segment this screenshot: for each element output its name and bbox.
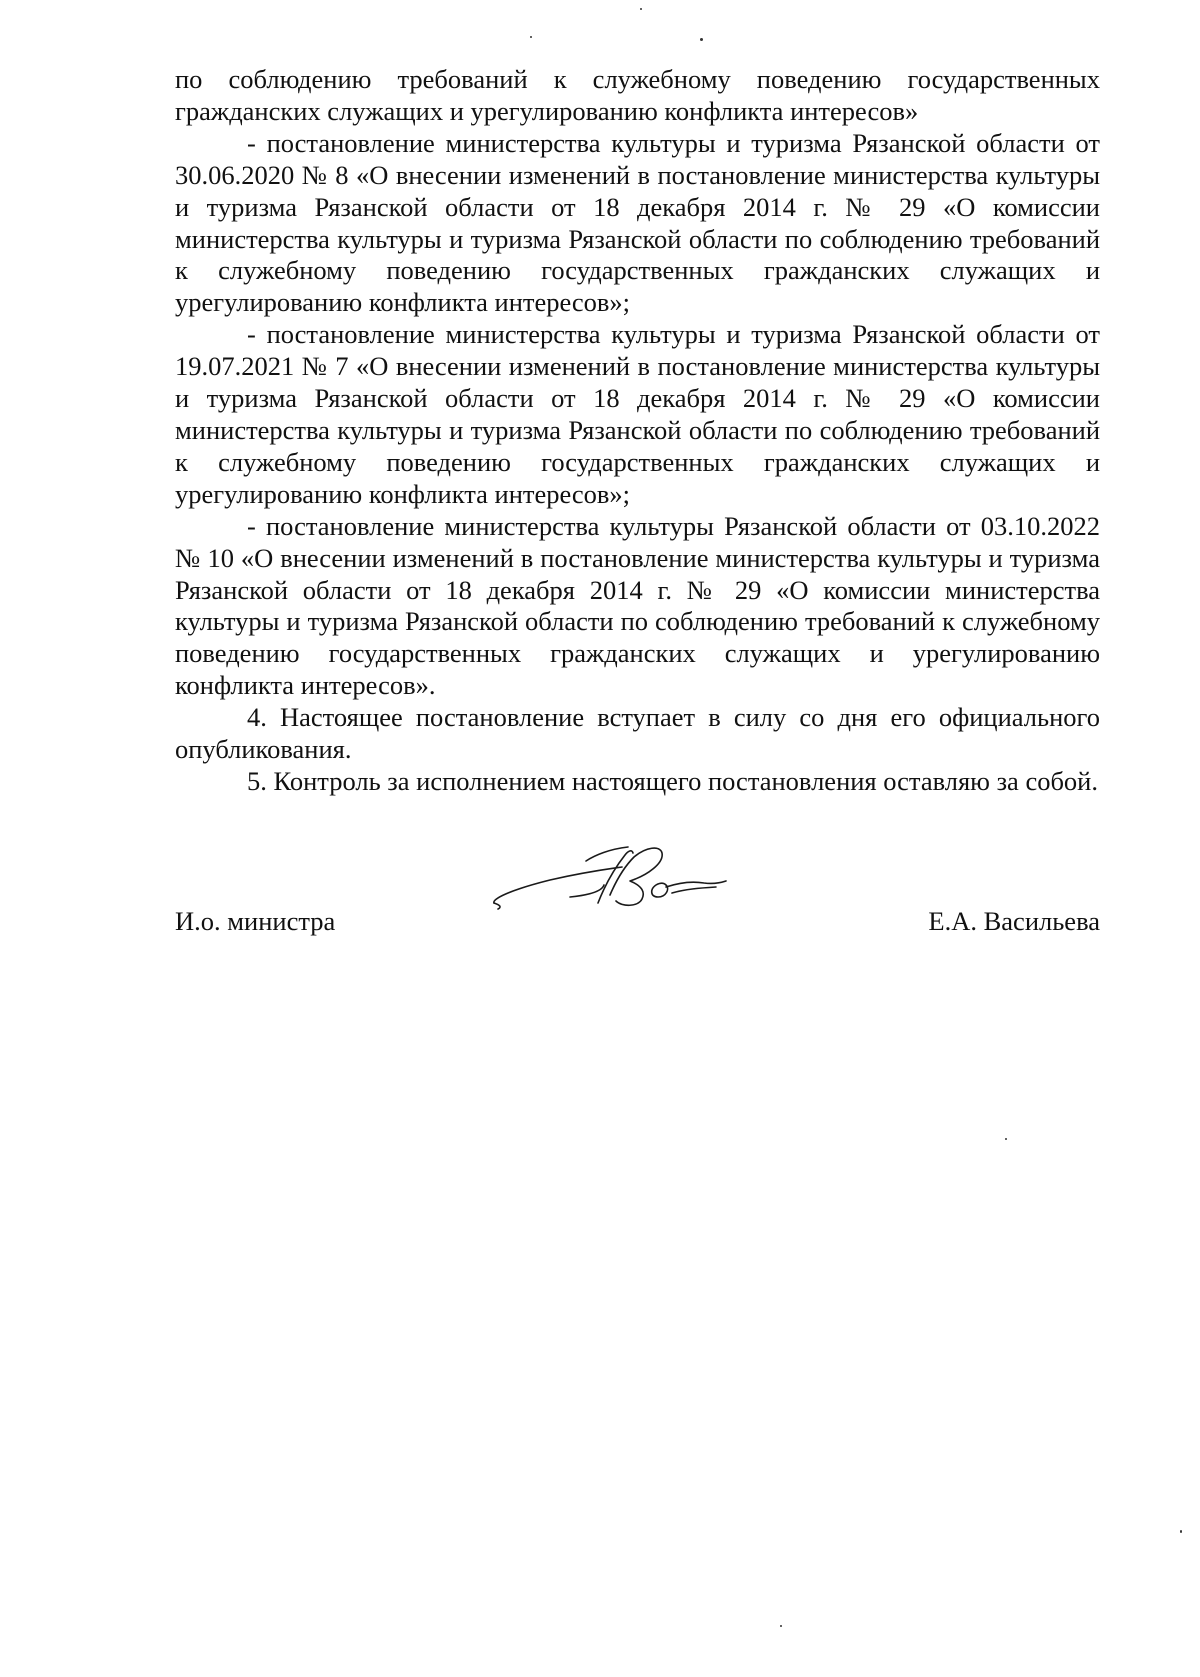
scan-speck [640, 8, 642, 10]
paragraph-clause-4: 4. Настоящее постановление вступает в силу со дня его официального опубликования. [175, 702, 1100, 765]
scan-speck [1005, 1138, 1007, 1140]
paragraph-item-2021: - постановление министерства культуры и туризма Рязанской области от 19.07.2021 № 7 «О внесении изменений в постановление министерства культуры и туризма Рязанской области от 18 декабря 2014 г. № 29 «О комиссии министерства культуры и туризма Рязанской области по соблюдению требований к служебному поведению государственных гражданских служащих и урегулированию конфликта интересов»; [175, 319, 1100, 509]
scan-speck [780, 1625, 782, 1627]
handwritten-signature-icon [490, 845, 740, 955]
scan-speck [700, 38, 703, 41]
paragraph-continuation: по соблюдению требований к служебному поведению государственных гражданских служащих и урегулированию конфликта интересов» [175, 64, 1100, 126]
signer-title: И.о. министра [175, 906, 336, 936]
signer-name: Е.А. Васильева [928, 906, 1100, 936]
paragraph-item-2020: - постановление министерства культуры и туризма Рязанской области от 30.06.2020 № 8 «О внесении изменений в постановление министерства культуры и туризма Рязанской области от 18 декабря 2014 г. № 29 «О комиссии министерства культуры и туризма Рязанской области по соблюдению требований к служебному поведению государственных гражданских служащих и урегулированию конфликта интересов»; [175, 127, 1100, 318]
document-body [175, 64, 1100, 798]
scan-speck [530, 36, 532, 38]
scan-speck [1180, 1530, 1182, 1533]
paragraph-clause-5: 5. Контроль за исполнением настоящего постановления оставляю за собой. [247, 765, 1098, 796]
paragraph-item-2022: - постановление министерства культуры Рязанской области от 03.10.2022 № 10 «О внесении изменений в постановление министерства культуры и туризма Рязанской области от 18 декабря 2014 г. № 29 «О комиссии министерства культуры и туризма Рязанской области по соблюдению требований к служебному поведению государственных гражданских служащих и урегулированию конфликта интересов». [175, 510, 1100, 701]
